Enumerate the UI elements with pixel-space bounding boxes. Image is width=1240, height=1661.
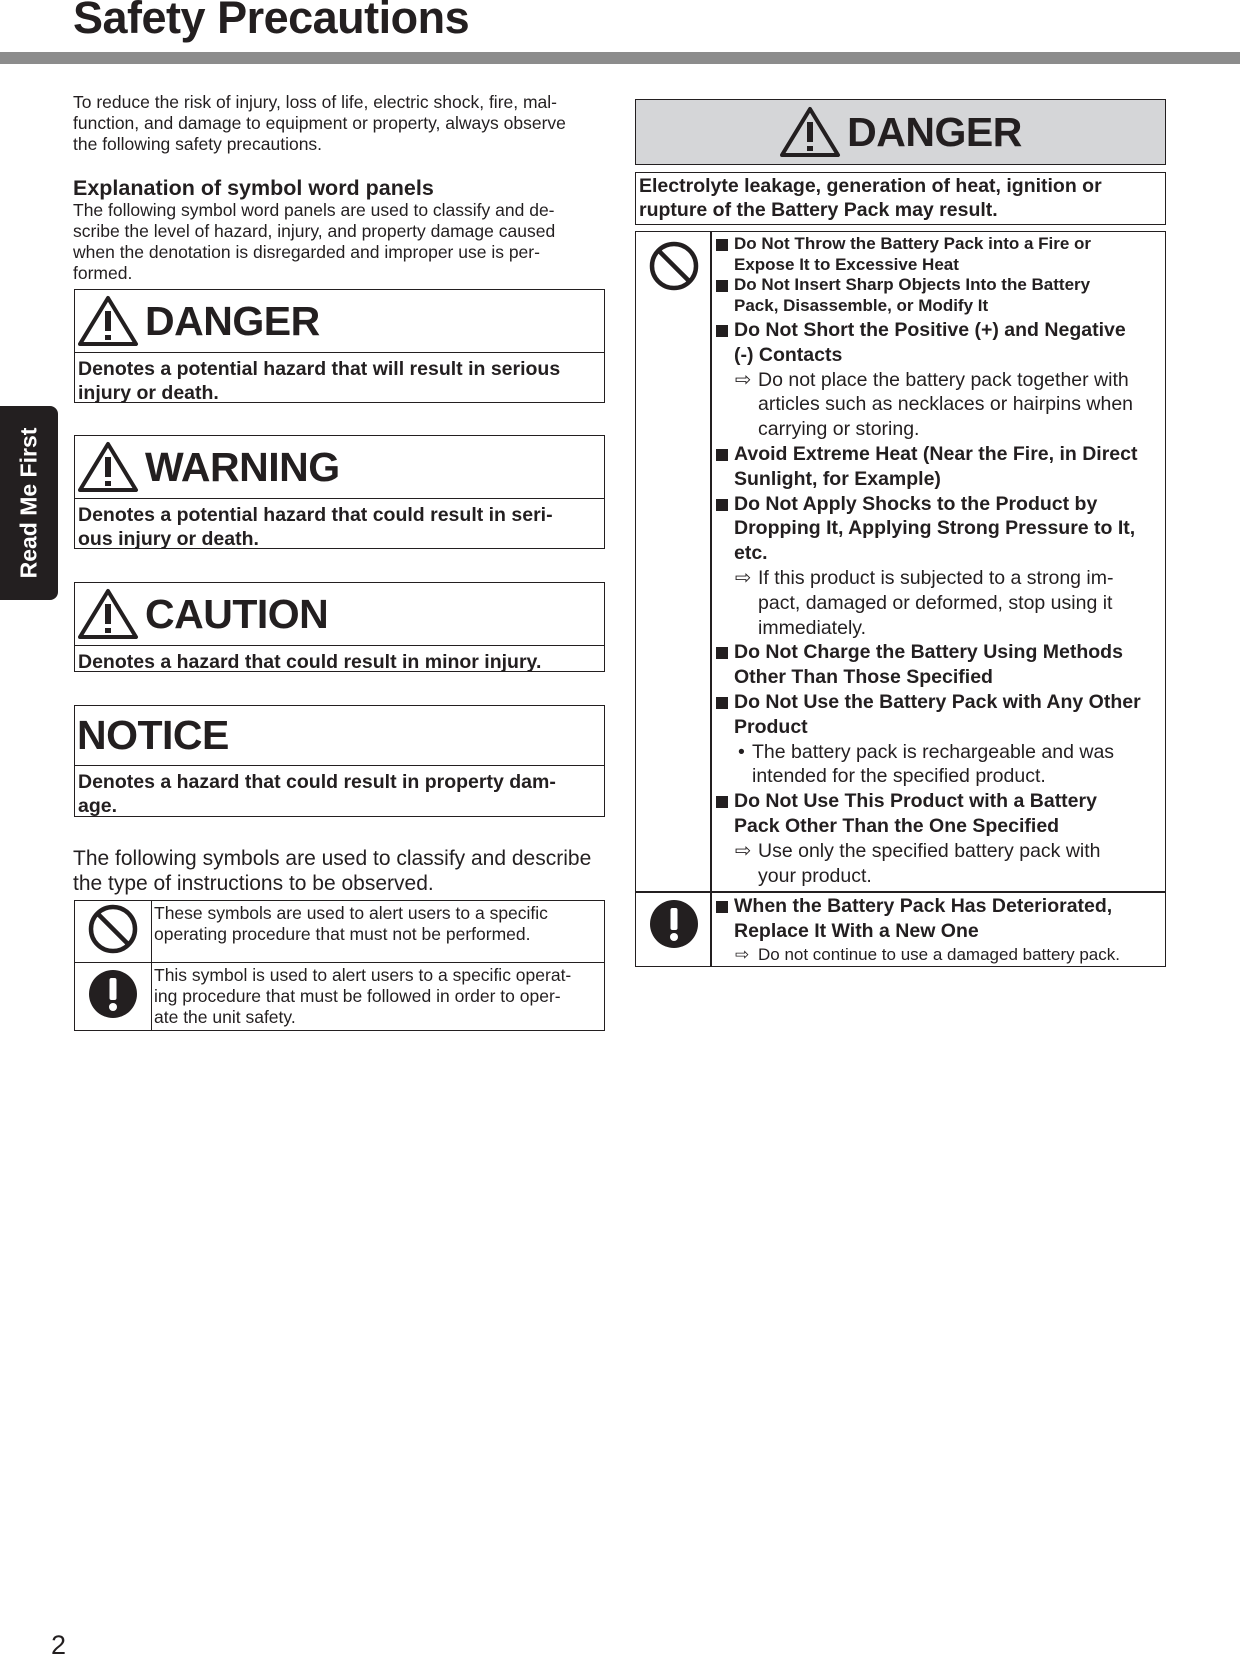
notice-panel-header (75, 706, 604, 766)
arrow-icon: ⇨ (735, 566, 752, 589)
caution-panel (74, 582, 605, 672)
warning-line: Denotes a potential hazard that could result in seri- (78, 504, 553, 526)
warning-panel-header (75, 436, 604, 499)
warning-line: ous injury or death. (78, 528, 259, 550)
mandatory-line: ing procedure that must be followed in order to oper- (154, 986, 561, 1006)
item-line: Do Not Apply Shocks to the Product by (734, 492, 1098, 515)
caution-word: CAUTION (145, 590, 329, 637)
intro-paragraph (73, 92, 613, 155)
warning-triangle-icon (77, 295, 139, 347)
explanation-line: when the denotation is disregarded and improper use is per- (73, 242, 540, 262)
sub-note (714, 944, 1166, 966)
battery-instructions-box (635, 231, 1166, 967)
intro-line: To reduce the risk of injury, loss of life, electric shock, fire, mal- (73, 92, 558, 112)
item-line: Pack Other Than the One Specified (734, 814, 1060, 837)
caution-line: Denotes a hazard that could result in minor injury. (78, 651, 542, 673)
caution-panel-header (75, 583, 604, 646)
item-line: Do Not Use This Product with a Battery (734, 790, 1097, 813)
battery-danger-word: DANGER (847, 108, 1022, 155)
list-item (714, 318, 1166, 368)
notice-description (75, 766, 604, 818)
warning-triangle-icon (77, 588, 139, 640)
side-tab (0, 406, 58, 600)
page-number: 2 (51, 1630, 67, 1660)
item-line: When the Battery Pack Has Deteriorated, (734, 895, 1113, 917)
sub-line: your product. (758, 864, 872, 887)
list-item (714, 442, 1166, 492)
arrow-icon: ⇨ (735, 368, 752, 391)
item-line: Do Not Charge the Battery Using Methods (734, 641, 1123, 664)
mandatory-action-icon (648, 898, 700, 950)
item-line: Dropping It, Applying Strong Pressure to It, (734, 517, 1136, 540)
item-line: Expose It to Excessive Heat (734, 254, 959, 274)
explanation-line: scribe the level of hazard, injury, and property damage caused (73, 221, 556, 241)
bullet-square (716, 796, 728, 808)
mandatory-action-icon (87, 968, 139, 1020)
sub-note (714, 740, 1166, 790)
battery-danger-subtitle (635, 172, 1166, 225)
arrow-icon: ⇨ (735, 944, 750, 964)
sub-line: intended for the specified product. (752, 765, 1046, 788)
battery-danger-header (635, 99, 1166, 165)
explanation-paragraph (73, 200, 613, 284)
item-line: Do Not Insert Sharp Objects Into the Battery (734, 275, 1091, 294)
bullet-dot: • (738, 740, 745, 763)
list-item (714, 894, 1166, 944)
subtitle-line: Electrolyte leakage, generation of heat, ignition or (639, 175, 1102, 197)
page-title: Safety Precautions (73, 0, 470, 43)
prohibition-symbol-cell (75, 901, 152, 963)
list-item (714, 640, 1166, 690)
warning-triangle-icon (779, 106, 841, 158)
notice-line: age. (78, 795, 118, 817)
bullet-square (716, 697, 728, 709)
intro-line: the following safety precautions. (73, 134, 323, 154)
sub-note (714, 839, 1166, 889)
list-item (714, 492, 1166, 566)
sub-line: immediately. (758, 616, 867, 639)
row-divider (636, 891, 1165, 893)
warning-panel (74, 435, 605, 549)
mandatory-line: This symbol is used to alert users to a specific operat- (154, 965, 572, 985)
danger-word: DANGER (145, 297, 320, 344)
item-line: Do Not Use the Battery Pack with Any Other (734, 690, 1141, 713)
warning-triangle-icon (77, 441, 139, 493)
item-line: (-) Contacts (734, 343, 843, 366)
prohibition-icon (87, 903, 139, 955)
bullet-square (716, 239, 728, 251)
bullet-square (716, 499, 728, 511)
list-item (714, 690, 1166, 740)
sub-line: Do not place the battery pack together with (758, 368, 1129, 391)
explanation-line: The following symbol word panels are used to classify and de- (73, 200, 555, 220)
item-line: Pack, Disassemble, or Modify It (734, 295, 989, 315)
bullet-square (716, 449, 728, 461)
table-row (75, 901, 605, 963)
item-line: Replace It With a New One (734, 919, 979, 942)
list-item (714, 234, 1166, 275)
sub-line: If this product is subjected to a strong im- (758, 566, 1114, 589)
arrow-icon: ⇨ (735, 839, 752, 862)
mandatory-list (714, 894, 1166, 966)
list-item (714, 275, 1166, 316)
symbols-table (74, 900, 605, 1031)
mandatory-line: ate the unit safety. (154, 1007, 296, 1027)
intro-line: function, and damage to equipment or property, always observe (73, 113, 566, 133)
notice-panel (74, 705, 605, 817)
item-line: Product (734, 715, 808, 738)
title-rule (0, 52, 1240, 64)
item-line: Other Than Those Specified (734, 666, 993, 689)
bullet-square (716, 647, 728, 659)
prohibition-line: These symbols are used to alert users to a specific (154, 903, 548, 923)
sub-note (714, 368, 1166, 442)
explanation-heading: Explanation of symbol word panels (73, 176, 434, 200)
item-line: Sunlight, for Example) (734, 467, 941, 490)
caution-description (75, 646, 604, 674)
table-row (75, 963, 605, 1031)
prohibited-list (714, 234, 1166, 888)
column-divider (710, 232, 712, 966)
bullet-square (716, 280, 728, 292)
bullet-square (716, 325, 728, 337)
prohibition-description (152, 901, 605, 963)
danger-line: Denotes a potential hazard that will result in serious (78, 358, 561, 380)
sub-line: Use only the specified battery pack with (758, 839, 1101, 862)
danger-panel-header (75, 290, 604, 353)
subtitle-line: rupture of the Battery Pack may result. (639, 199, 998, 221)
danger-panel (74, 289, 605, 403)
danger-description (75, 353, 604, 405)
warning-word: WARNING (145, 443, 340, 490)
explanation-line: formed. (73, 263, 133, 283)
sub-line: The battery pack is rechargeable and was (752, 740, 1115, 763)
symbols-intro-line: The following symbols are used to classify and describe (73, 847, 592, 870)
symbols-intro-line: the type of instructions to be observed. (73, 872, 434, 895)
sub-line: Do not continue to use a damaged battery pack. (758, 944, 1120, 964)
item-line: Do Not Throw the Battery Pack into a Fire or (734, 234, 1092, 253)
item-line: Avoid Extreme Heat (Near the Fire, in Direct (734, 442, 1138, 465)
sub-note (714, 566, 1166, 640)
side-tab-label: Read Me First (15, 427, 42, 579)
item-line: Do Not Short the Positive (+) and Negative (734, 319, 1126, 341)
sub-line: carrying or storing. (758, 418, 920, 441)
mandatory-description (152, 963, 605, 1031)
warning-description (75, 499, 604, 551)
sub-line: pact, damaged or deformed, stop using it (758, 591, 1113, 614)
notice-line: Denotes a hazard that could result in property dam- (78, 771, 556, 793)
bullet-square (716, 901, 728, 913)
danger-line: injury or death. (78, 382, 219, 404)
notice-word: NOTICE (77, 712, 229, 758)
sub-line: articles such as necklaces or hairpins when (758, 393, 1134, 416)
list-item (714, 789, 1166, 839)
prohibition-line: operating procedure that must not be performed. (154, 924, 531, 944)
mandatory-symbol-cell (75, 963, 152, 1031)
symbols-intro (73, 846, 613, 896)
item-line: etc. (734, 542, 768, 565)
prohibition-icon (648, 240, 700, 292)
